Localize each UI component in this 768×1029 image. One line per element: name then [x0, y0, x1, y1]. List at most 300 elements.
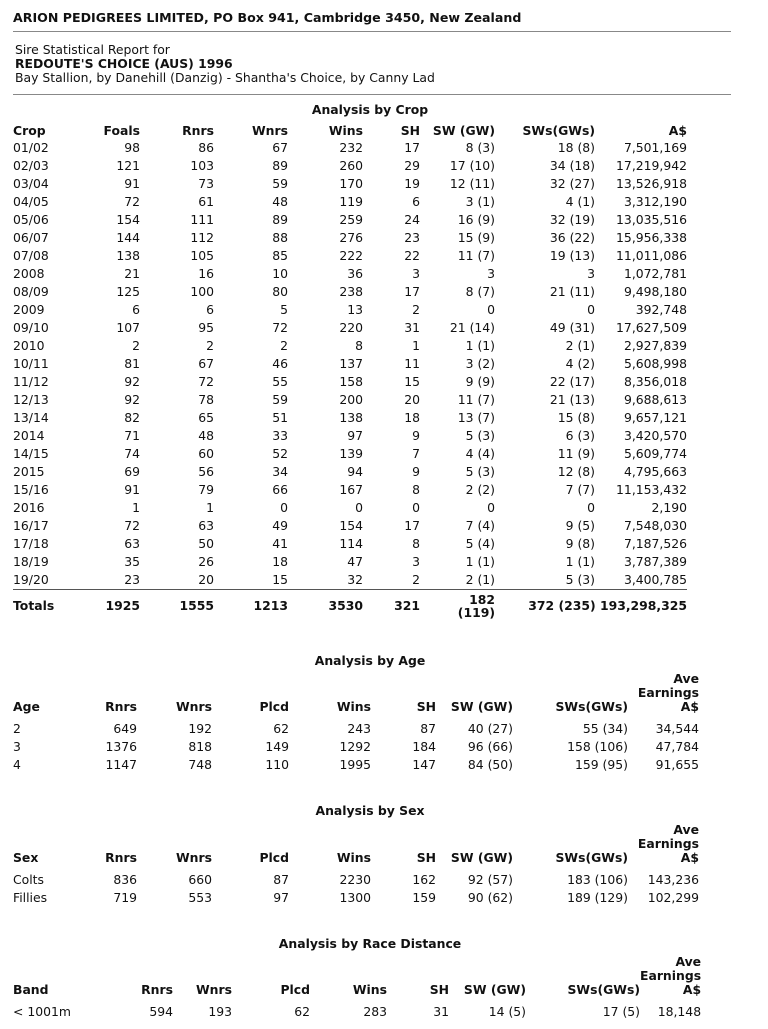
crop-cell-wins: 94	[347, 464, 363, 479]
sex-cell-rnrs: 836	[113, 872, 137, 887]
crop-cell-sh: 17	[404, 518, 420, 533]
crop-cell-rnrs: 100	[190, 284, 214, 299]
crop-cell-sw: 4 (4)	[465, 446, 495, 461]
horse-pedigree: Bay Stallion, by Danehill (Danzig) - Shantha's Choice, by Canny Lad	[15, 70, 435, 85]
crop-cell-rnrs: 65	[198, 410, 214, 425]
crop-cell-crop: 17/18	[13, 536, 49, 551]
sex-cell-sh: 162	[412, 872, 436, 887]
crop-cell-crop: 2014	[13, 428, 45, 443]
crop-cell-sh: 24	[404, 212, 420, 227]
crop-cell-sh: 8	[412, 482, 420, 497]
age-cell-sh: 184	[412, 739, 436, 754]
sex-col-header-ave-earnings	[628, 823, 699, 871]
crop-cell-wins: 232	[339, 140, 363, 155]
sex-col-header-ave2: Earnings	[637, 836, 699, 851]
distance-col-header-wins: Wins	[352, 982, 387, 997]
crop-cell-sw: 17 (10)	[449, 158, 495, 173]
crop-row	[13, 265, 687, 283]
crop-cell-sh: 3	[412, 554, 420, 569]
crop-cell-sw: 5 (3)	[465, 428, 495, 443]
crop-cell-earnings: 13,526,918	[616, 176, 687, 191]
col-header-crop: Crop	[13, 123, 46, 138]
crop-row	[13, 445, 687, 463]
age-col-header-ave1: Ave	[673, 671, 699, 686]
crop-cell-earnings: 5,608,998	[623, 356, 687, 371]
crop-cell-crop: 19/20	[13, 572, 49, 587]
crop-cell-foals: 63	[124, 536, 140, 551]
sex-cell-sw: 92 (57)	[467, 872, 513, 887]
crop-cell-earnings: 3,787,389	[623, 554, 687, 569]
crop-cell-crop: 04/05	[13, 194, 49, 209]
crop-cell-earnings: 4,795,663	[623, 464, 687, 479]
crop-cell-sh: 23	[404, 230, 420, 245]
age-header-row	[13, 672, 699, 720]
crop-cell-wins: 8	[355, 338, 363, 353]
crop-cell-earnings: 9,688,613	[623, 392, 687, 407]
crop-cell-sh: 17	[404, 140, 420, 155]
crop-cell-foals: 82	[124, 410, 140, 425]
crop-row	[13, 337, 687, 355]
crop-cell-foals: 2	[132, 338, 140, 353]
crop-row	[13, 517, 687, 535]
crop-cell-foals: 107	[116, 320, 140, 335]
crop-cell-foals: 72	[124, 518, 140, 533]
age-cell-plcd: 110	[265, 757, 289, 772]
header-divider	[13, 31, 731, 32]
crop-cell-sw: 2 (2)	[465, 482, 495, 497]
crop-cell-sw: 5 (4)	[465, 536, 495, 551]
distance-header-row	[13, 955, 701, 1003]
crop-cell-wnrs: 72	[272, 320, 288, 335]
crop-cell-crop: 03/04	[13, 176, 49, 191]
age-col-header-sw: SW (GW)	[450, 699, 513, 714]
distance-col-header-sw: SW (GW)	[463, 982, 526, 997]
crop-cell-crop: 14/15	[13, 446, 49, 461]
crop-cell-sw: 11 (7)	[457, 248, 495, 263]
age-cell-ave-earnings: 91,655	[655, 757, 699, 772]
sex-cell-key: Fillies	[13, 890, 48, 905]
crop-cell-sw: 9 (9)	[465, 374, 495, 389]
sex-row	[13, 871, 699, 889]
crop-cell-rnrs: 95	[198, 320, 214, 335]
sex-header-row	[13, 823, 699, 871]
crop-cell-sws: 6 (3)	[565, 428, 595, 443]
crop-cell-wnrs: 80	[272, 284, 288, 299]
crop-cell-wnrs: 18	[272, 554, 288, 569]
crop-cell-earnings: 3,312,190	[623, 194, 687, 209]
crop-cell-sws: 2 (1)	[565, 338, 595, 353]
distance-cell-rnrs: 594	[149, 1004, 173, 1019]
crop-cell-crop: 2010	[13, 338, 45, 353]
sex-cell-ave-earnings: 102,299	[647, 890, 699, 905]
crop-cell-earnings: 2,190	[651, 500, 687, 515]
age-col-header-ave2: Earnings	[637, 685, 699, 700]
distance-cell-plcd: 62	[294, 1004, 310, 1019]
age-table	[13, 672, 699, 774]
crop-cell-sw: 1 (1)	[465, 338, 495, 353]
sex-cell-key: Colts	[13, 872, 44, 887]
crop-cell-foals: 125	[116, 284, 140, 299]
crop-cell-foals: 144	[116, 230, 140, 245]
age-cell-sw: 96 (66)	[467, 739, 513, 754]
distance-cell-sws: 17 (5)	[602, 1004, 640, 1019]
age-cell-sws: 159 (95)	[574, 757, 628, 772]
crop-cell-wnrs: 51	[272, 410, 288, 425]
sex-col-header-wins: Wins	[336, 850, 371, 865]
sex-cell-rnrs: 719	[113, 890, 137, 905]
col-header-wnrs: Wnrs	[252, 123, 288, 138]
crop-cell-rnrs: 67	[198, 356, 214, 371]
sex-section-title: Analysis by Sex	[315, 803, 425, 818]
crop-cell-earnings: 2,927,839	[623, 338, 687, 353]
crop-cell-foals: 72	[124, 194, 140, 209]
crop-cell-foals: 6	[132, 302, 140, 317]
crop-cell-wnrs: 59	[272, 392, 288, 407]
age-section-title: Analysis by Age	[314, 653, 426, 668]
crop-cell-rnrs: 111	[190, 212, 214, 227]
crop-cell-wnrs: 67	[272, 140, 288, 155]
crop-cell-sh: 11	[404, 356, 420, 371]
crop-cell-crop: 2008	[13, 266, 45, 281]
crop-cell-wins: 139	[339, 446, 363, 461]
crop-cell-crop: 2016	[13, 500, 45, 515]
crop-row	[13, 247, 687, 265]
crop-cell-wins: 36	[347, 266, 363, 281]
crop-cell-rnrs: 79	[198, 482, 214, 497]
sex-col-header-sws: SWs(GWs)	[555, 850, 628, 865]
crop-cell-sws: 11 (9)	[557, 446, 595, 461]
report-divider	[13, 94, 731, 95]
crop-cell-earnings: 9,498,180	[623, 284, 687, 299]
crop-cell-sh: 8	[412, 536, 420, 551]
sex-cell-plcd: 87	[273, 872, 289, 887]
crop-cell-wins: 97	[347, 428, 363, 443]
sex-cell-wins: 1300	[339, 890, 371, 905]
crop-cell-sws: 4 (1)	[565, 194, 595, 209]
crop-cell-crop: 2015	[13, 464, 45, 479]
age-col-header-plcd: Plcd	[259, 699, 289, 714]
crop-cell-foals: 98	[124, 140, 140, 155]
crop-row	[13, 391, 687, 409]
crop-cell-sws: 32 (19)	[549, 212, 595, 227]
totals-row	[13, 590, 687, 620]
distance-table	[13, 955, 701, 1021]
col-header-rnrs: Rnrs	[182, 123, 214, 138]
crop-cell-foals: 23	[124, 572, 140, 587]
distance-section-title: Analysis by Race Distance	[278, 936, 462, 951]
totals-wins: 3530	[288, 590, 363, 620]
age-cell-ave-earnings: 47,784	[655, 739, 699, 754]
crop-cell-earnings: 7,501,169	[623, 140, 687, 155]
crop-cell-rnrs: 78	[198, 392, 214, 407]
crop-cell-earnings: 11,011,086	[616, 248, 687, 263]
crop-cell-sw: 21 (14)	[449, 320, 495, 335]
age-cell-sws: 158 (106)	[567, 739, 628, 754]
crop-cell-wins: 138	[339, 410, 363, 425]
crop-cell-sws: 9 (5)	[565, 518, 595, 533]
crop-cell-wnrs: 46	[272, 356, 288, 371]
crop-cell-wins: 259	[339, 212, 363, 227]
crop-cell-crop: 11/12	[13, 374, 49, 389]
crop-cell-earnings: 7,548,030	[623, 518, 687, 533]
crop-cell-sw: 3 (2)	[465, 356, 495, 371]
crop-cell-earnings: 9,657,121	[623, 410, 687, 425]
col-header-sws: SWs(GWs)	[522, 123, 595, 138]
crop-cell-rnrs: 2	[206, 338, 214, 353]
crop-cell-sws: 9 (8)	[565, 536, 595, 551]
crop-cell-foals: 154	[116, 212, 140, 227]
crop-cell-wnrs: 41	[272, 536, 288, 551]
crop-cell-crop: 05/06	[13, 212, 49, 227]
crop-cell-crop: 01/02	[13, 140, 49, 155]
crop-cell-wins: 200	[339, 392, 363, 407]
crop-cell-sw: 12 (11)	[449, 176, 495, 191]
crop-cell-sws: 18 (8)	[557, 140, 595, 155]
crop-cell-crop: 12/13	[13, 392, 49, 407]
crop-cell-sws: 19 (13)	[549, 248, 595, 263]
crop-table	[13, 123, 687, 620]
sex-cell-ave-earnings: 143,236	[647, 872, 699, 887]
crop-cell-sw: 0	[487, 302, 495, 317]
crop-cell-wins: 137	[339, 356, 363, 371]
crop-cell-sws: 21 (13)	[549, 392, 595, 407]
crop-cell-rnrs: 86	[198, 140, 214, 155]
distance-cell-key: < 1001m	[13, 1004, 71, 1019]
crop-cell-crop: 13/14	[13, 410, 49, 425]
crop-cell-sh: 18	[404, 410, 420, 425]
crop-cell-rnrs: 72	[198, 374, 214, 389]
crop-cell-rnrs: 1	[206, 500, 214, 515]
crop-cell-rnrs: 60	[198, 446, 214, 461]
crop-cell-sws: 32 (27)	[549, 176, 595, 191]
crop-cell-foals: 35	[124, 554, 140, 569]
crop-row	[13, 211, 687, 229]
totals-foals: 1925	[73, 590, 140, 620]
crop-row	[13, 373, 687, 391]
crop-cell-foals: 91	[124, 176, 140, 191]
crop-cell-sws: 12 (8)	[557, 464, 595, 479]
age-cell-sh: 87	[420, 721, 436, 736]
crop-cell-wnrs: 89	[272, 158, 288, 173]
crop-cell-earnings: 8,356,018	[623, 374, 687, 389]
sex-col-header-key: Sex	[13, 850, 39, 865]
horse-name: REDOUTE'S CHOICE (AUS) 1996	[15, 56, 233, 71]
sex-cell-wins: 2230	[339, 872, 371, 887]
crop-cell-rnrs: 16	[198, 266, 214, 281]
crop-cell-wins: 32	[347, 572, 363, 587]
sex-col-header-ave3: A$	[680, 850, 699, 865]
age-cell-sws: 55 (34)	[582, 721, 628, 736]
distance-col-header-ave1: Ave	[675, 954, 702, 969]
crop-cell-wnrs: 49	[272, 518, 288, 533]
crop-cell-sw: 15 (9)	[457, 230, 495, 245]
age-cell-wins: 243	[347, 721, 371, 736]
age-cell-plcd: 62	[273, 721, 289, 736]
crop-row	[13, 139, 687, 157]
age-cell-sw: 84 (50)	[467, 757, 513, 772]
crop-cell-sws: 4 (2)	[565, 356, 595, 371]
age-cell-ave-earnings: 34,544	[655, 721, 699, 736]
crop-cell-sws: 22 (17)	[549, 374, 595, 389]
age-cell-wnrs: 818	[188, 739, 212, 754]
crop-cell-wins: 13	[347, 302, 363, 317]
age-cell-wnrs: 192	[188, 721, 212, 736]
report-heading: Sire Statistical Report for	[15, 42, 170, 57]
age-cell-key: 3	[13, 739, 21, 754]
crop-cell-wnrs: 10	[272, 266, 288, 281]
distance-row	[13, 1003, 701, 1021]
distance-cell-wnrs: 193	[208, 1004, 232, 1019]
age-col-header-rnrs: Rnrs	[105, 699, 137, 714]
totals-sws-earnings: 372 (235) 193,298,325	[495, 590, 687, 620]
crop-cell-sw: 7 (4)	[465, 518, 495, 533]
age-cell-wins: 1292	[339, 739, 371, 754]
col-header-sw: SW (GW)	[432, 123, 495, 138]
crop-cell-sh: 20	[404, 392, 420, 407]
crop-cell-sws: 7 (7)	[565, 482, 595, 497]
crop-cell-rnrs: 20	[198, 572, 214, 587]
crop-cell-rnrs: 50	[198, 536, 214, 551]
crop-cell-sh: 6	[412, 194, 420, 209]
crop-cell-sw: 8 (3)	[465, 140, 495, 155]
crop-cell-sh: 9	[412, 428, 420, 443]
crop-cell-earnings: 3,420,570	[623, 428, 687, 443]
crop-cell-earnings: 5,609,774	[623, 446, 687, 461]
totals-sw	[420, 590, 495, 620]
crop-cell-wnrs: 48	[272, 194, 288, 209]
company-header: ARION PEDIGREES LIMITED, PO Box 941, Cambridge 3450, New Zealand	[13, 10, 522, 25]
distance-col-header-ave-earnings	[640, 955, 701, 1003]
crop-header-row	[13, 123, 687, 139]
age-cell-wnrs: 748	[188, 757, 212, 772]
crop-cell-sws: 49 (31)	[549, 320, 595, 335]
crop-cell-wnrs: 34	[272, 464, 288, 479]
crop-cell-sw: 1 (1)	[465, 554, 495, 569]
crop-cell-sws: 3	[587, 266, 595, 281]
crop-cell-earnings: 3,400,785	[623, 572, 687, 587]
crop-cell-earnings: 392,748	[635, 302, 687, 317]
crop-cell-wnrs: 88	[272, 230, 288, 245]
crop-cell-foals: 21	[124, 266, 140, 281]
crop-cell-wnrs: 85	[272, 248, 288, 263]
crop-cell-sh: 22	[404, 248, 420, 263]
crop-cell-rnrs: 48	[198, 428, 214, 443]
crop-cell-foals: 92	[124, 374, 140, 389]
age-cell-key: 4	[13, 757, 21, 772]
crop-cell-foals: 81	[124, 356, 140, 371]
distance-col-header-key: Band	[13, 982, 49, 997]
crop-cell-crop: 18/19	[13, 554, 49, 569]
age-cell-sw: 40 (27)	[467, 721, 513, 736]
crop-row	[13, 229, 687, 247]
report-info	[15, 43, 435, 85]
sex-table	[13, 823, 699, 907]
crop-cell-wins: 170	[339, 176, 363, 191]
crop-row	[13, 193, 687, 211]
crop-cell-rnrs: 73	[198, 176, 214, 191]
crop-cell-sh: 9	[412, 464, 420, 479]
crop-cell-sw: 16 (9)	[457, 212, 495, 227]
crop-row	[13, 301, 687, 319]
crop-cell-earnings: 17,219,942	[616, 158, 687, 173]
crop-cell-crop: 02/03	[13, 158, 49, 173]
crop-cell-sw: 11 (7)	[457, 392, 495, 407]
age-cell-plcd: 149	[265, 739, 289, 754]
crop-cell-foals: 71	[124, 428, 140, 443]
crop-cell-earnings: 17,627,509	[616, 320, 687, 335]
crop-cell-wnrs: 55	[272, 374, 288, 389]
crop-cell-wins: 238	[339, 284, 363, 299]
crop-cell-sws: 5 (3)	[565, 572, 595, 587]
crop-cell-rnrs: 26	[198, 554, 214, 569]
crop-cell-sws: 1 (1)	[565, 554, 595, 569]
sex-col-header-wnrs: Wnrs	[176, 850, 212, 865]
crop-cell-rnrs: 103	[190, 158, 214, 173]
crop-row	[13, 463, 687, 481]
sex-col-header-plcd: Plcd	[259, 850, 289, 865]
col-header-sh: SH	[400, 123, 420, 138]
col-header-wins: Wins	[328, 123, 363, 138]
distance-col-header-sh: SH	[429, 982, 449, 997]
crop-cell-wins: 260	[339, 158, 363, 173]
sex-cell-sws: 183 (106)	[567, 872, 628, 887]
crop-cell-rnrs: 105	[190, 248, 214, 263]
crop-section-title: Analysis by Crop	[311, 102, 429, 117]
sex-col-header-ave1: Ave	[673, 822, 699, 837]
crop-cell-crop: 15/16	[13, 482, 49, 497]
distance-col-header-rnrs: Rnrs	[141, 982, 173, 997]
crop-cell-sw: 13 (7)	[457, 410, 495, 425]
crop-cell-crop: 10/11	[13, 356, 49, 371]
crop-cell-foals: 138	[116, 248, 140, 263]
crop-cell-wnrs: 0	[280, 500, 288, 515]
crop-cell-sws: 34 (18)	[549, 158, 595, 173]
crop-cell-sh: 2	[412, 302, 420, 317]
age-cell-rnrs: 649	[113, 721, 137, 736]
crop-cell-sh: 7	[412, 446, 420, 461]
distance-cell-wins: 283	[363, 1004, 387, 1019]
crop-row	[13, 283, 687, 301]
totals-sw-line2: (119)	[457, 604, 495, 620]
distance-cell-sw: 14 (5)	[488, 1004, 526, 1019]
crop-cell-crop: 16/17	[13, 518, 49, 533]
crop-cell-sh: 19	[404, 176, 420, 191]
crop-cell-sh: 0	[412, 500, 420, 515]
crop-row	[13, 427, 687, 445]
distance-col-header-plcd: Plcd	[280, 982, 310, 997]
crop-cell-foals: 92	[124, 392, 140, 407]
crop-cell-wnrs: 5	[280, 302, 288, 317]
age-cell-rnrs: 1376	[105, 739, 137, 754]
crop-cell-crop: 2009	[13, 302, 45, 317]
crop-cell-sh: 31	[404, 320, 420, 335]
crop-cell-sw: 8 (7)	[465, 284, 495, 299]
totals-sw-line1: 182	[469, 591, 495, 607]
crop-cell-sw: 0	[487, 500, 495, 515]
age-col-header-sws: SWs(GWs)	[555, 699, 628, 714]
crop-cell-wins: 119	[339, 194, 363, 209]
sex-cell-plcd: 97	[273, 890, 289, 905]
crop-row	[13, 481, 687, 499]
crop-cell-foals: 91	[124, 482, 140, 497]
crop-cell-wnrs: 15	[272, 572, 288, 587]
crop-cell-rnrs: 63	[198, 518, 214, 533]
distance-cell-sh: 31	[433, 1004, 449, 1019]
crop-cell-sws: 15 (8)	[557, 410, 595, 425]
crop-row	[13, 571, 687, 590]
crop-cell-wnrs: 89	[272, 212, 288, 227]
crop-cell-sws: 0	[587, 500, 595, 515]
